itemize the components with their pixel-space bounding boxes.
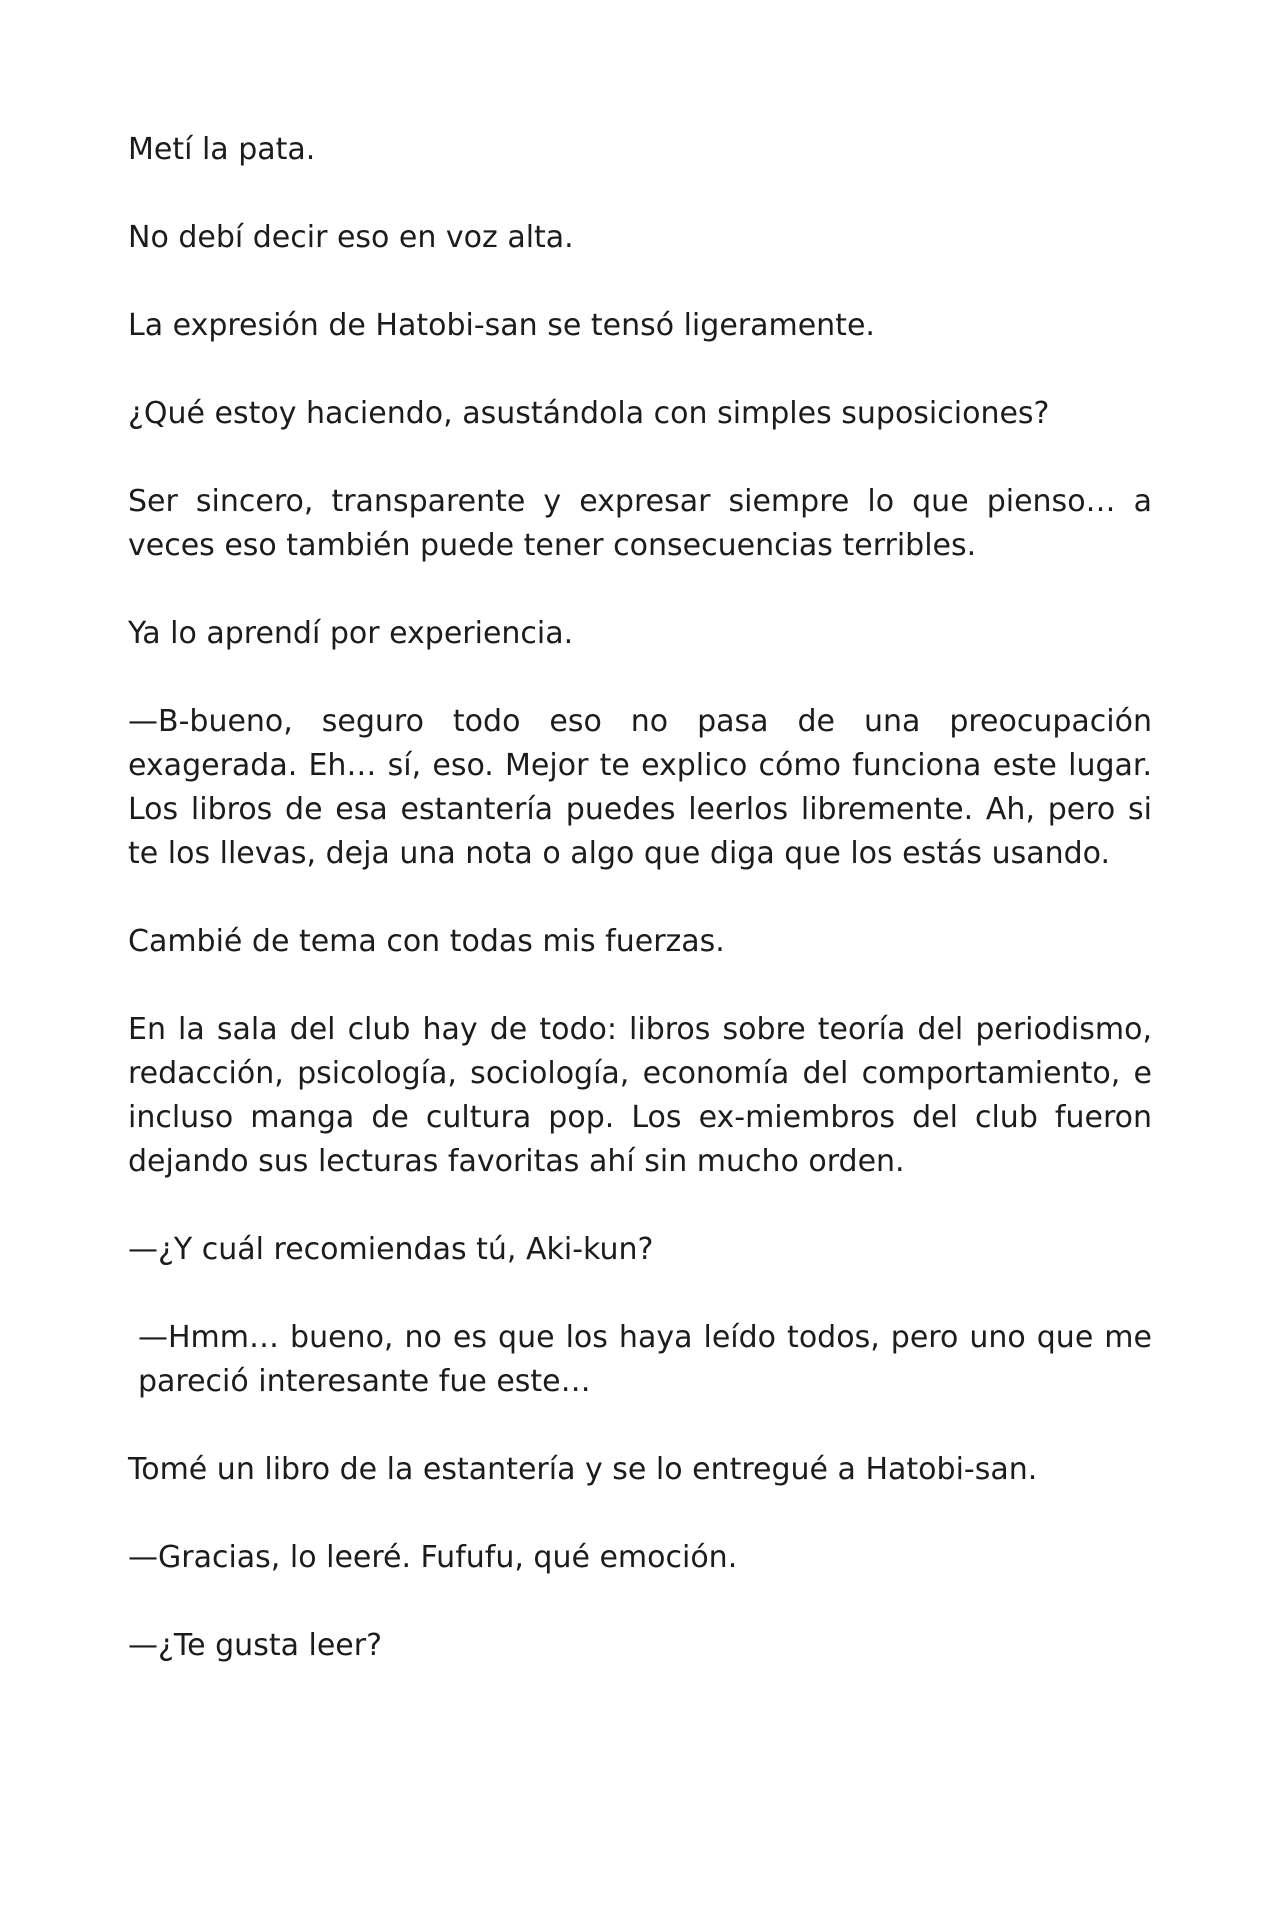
- paragraph: —¿Y cuál recomiendas tú, Aki-kun?: [128, 1232, 654, 1267]
- paragraph: —Hmm… bueno, no es que los haya leído todos, pero uno que me pareció interesante fue este…: [138, 1320, 1152, 1399]
- paragraph: —¿Te gusta leer?: [128, 1628, 383, 1663]
- paragraph: No debí decir eso en voz alta.: [128, 220, 574, 255]
- paragraph: La expresión de Hatobi-san se tensó ligeramente.: [128, 308, 875, 343]
- text-body: [128, 128, 1152, 1712]
- paragraph: Ya lo aprendí por experiencia.: [128, 616, 574, 651]
- paragraph: Metí la pata.: [128, 132, 316, 167]
- paragraph: Cambié de tema con todas mis fuerzas.: [128, 924, 725, 959]
- paragraph: Ser sincero, transparente y expresar siempre lo que pienso… a veces eso también puede tener consecuencias terribles.: [128, 484, 1152, 563]
- paragraph: ¿Qué estoy haciendo, asustándola con simples suposiciones?: [128, 396, 1050, 431]
- paragraph: Tomé un libro de la estantería y se lo entregué a Hatobi-san.: [128, 1452, 1038, 1487]
- paragraph: —Gracias, lo leeré. Fufufu, qué emoción.: [128, 1540, 738, 1575]
- paragraph: —B-bueno, seguro todo eso no pasa de una preocupación exagerada. Eh… sí, eso. Mejor te explico cómo funciona este lugar. Los libros de esa estantería puedes leerlos libremente. Ah, pero si te los llevas, deja una nota o algo que diga que los estás usando.: [128, 704, 1152, 871]
- paragraph: En la sala del club hay de todo: libros sobre teoría del periodismo, redacción, psicología, sociología, economía del comportamiento, e incluso manga de cultura pop. Los ex-miembros del club fueron dejando sus lecturas favoritas ahí sin mucho orden.: [128, 1012, 1152, 1179]
